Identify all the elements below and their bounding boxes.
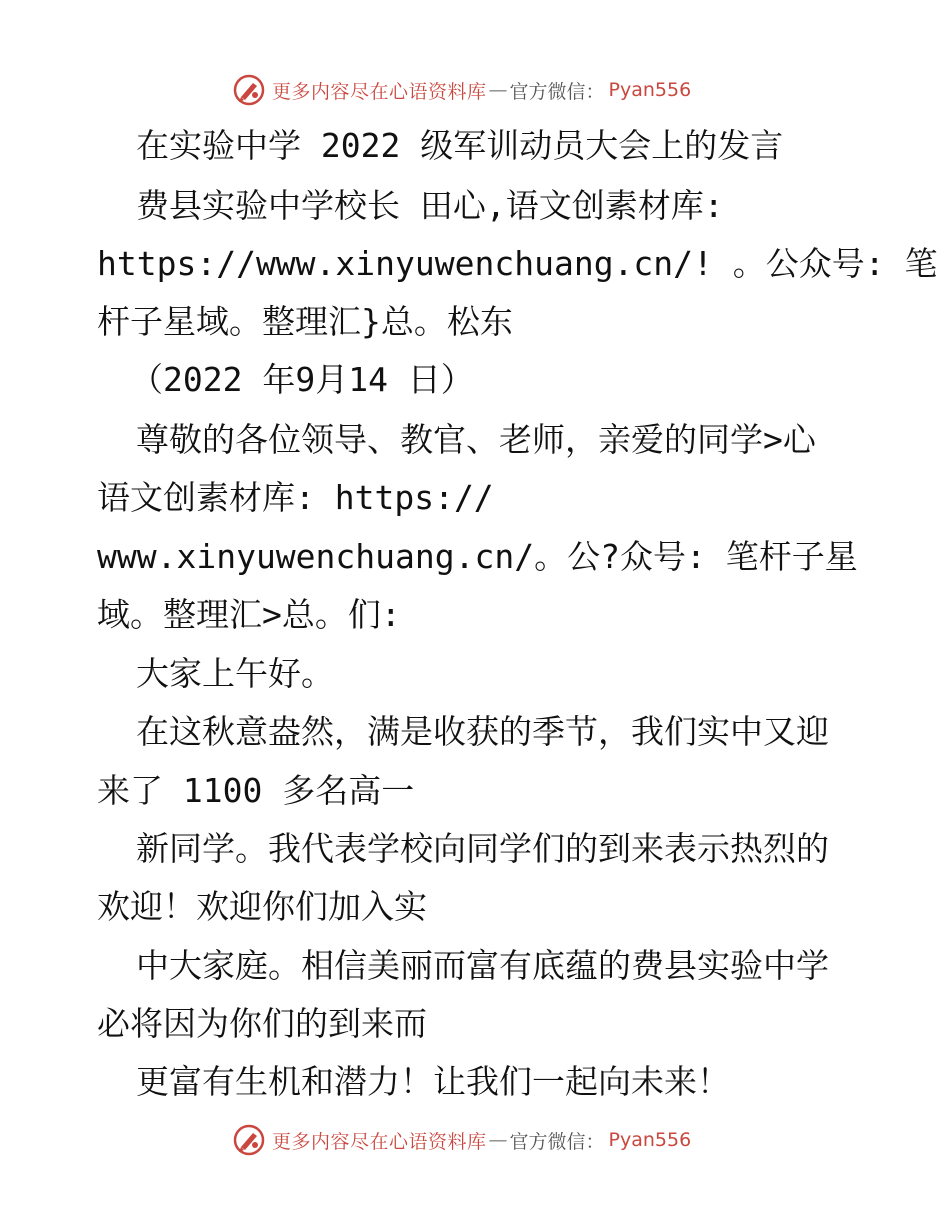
watermark-official-label: 官方微信：: [509, 1130, 605, 1153]
doc-line: 杆子星域。整理汇}总。松东: [97, 302, 513, 341]
doc-line: 在这秋意盎然，满是收获的季节，我们实中又迎: [136, 712, 829, 751]
doc-line: 中大家庭。相信美丽而富有底蕴的费县实验中学: [136, 946, 829, 985]
doc-line: 更富有生机和潜力！让我们一起向未来！: [136, 1062, 730, 1101]
watermark-official-label: 官方微信：: [509, 80, 605, 103]
doc-title: 在实验中学 2022 级军训动员大会上的发言: [136, 126, 784, 165]
doc-line: 欢迎！欢迎你们加入实: [97, 887, 427, 926]
pen-logo-icon: [232, 1123, 266, 1157]
doc-line: 新同学。我代表学校向同学们的到来表示热烈的: [136, 829, 829, 868]
watermark-text: 更多内容尽在心语资料库: [272, 80, 487, 103]
doc-line: www.xinyuwenchuang.cn/。公?众号: 笔杆子星: [97, 537, 858, 576]
doc-line: 域。整理汇>总。们:: [97, 595, 401, 634]
doc-line: 尊敬的各位领导、教官、老师，亲爱的同学>心: [136, 420, 816, 459]
watermark-dash: —: [488, 1129, 508, 1151]
watermark-text: 更多内容尽在心语资料库: [272, 1130, 487, 1153]
watermark-dash: —: [488, 79, 508, 101]
doc-date: （2022 年9月14 日）: [130, 360, 474, 399]
doc-line: 语文创素材库: https://: [97, 478, 494, 517]
doc-line: 费县实验中学校长 田心,语文创素材库:: [136, 186, 724, 225]
watermark-wechat-id: Pyan556: [608, 79, 692, 101]
footer-watermark-banner: [232, 1122, 691, 1158]
doc-line: 大家上午好。: [136, 654, 334, 693]
doc-line: 必将因为你们的到来而: [97, 1004, 427, 1043]
watermark-wechat-id: Pyan556: [608, 1129, 692, 1151]
doc-line: 来了 1100 多名高一: [97, 771, 415, 810]
doc-line: https://www.xinyuwenchuang.cn/! 。公众号: 笔: [97, 244, 938, 283]
